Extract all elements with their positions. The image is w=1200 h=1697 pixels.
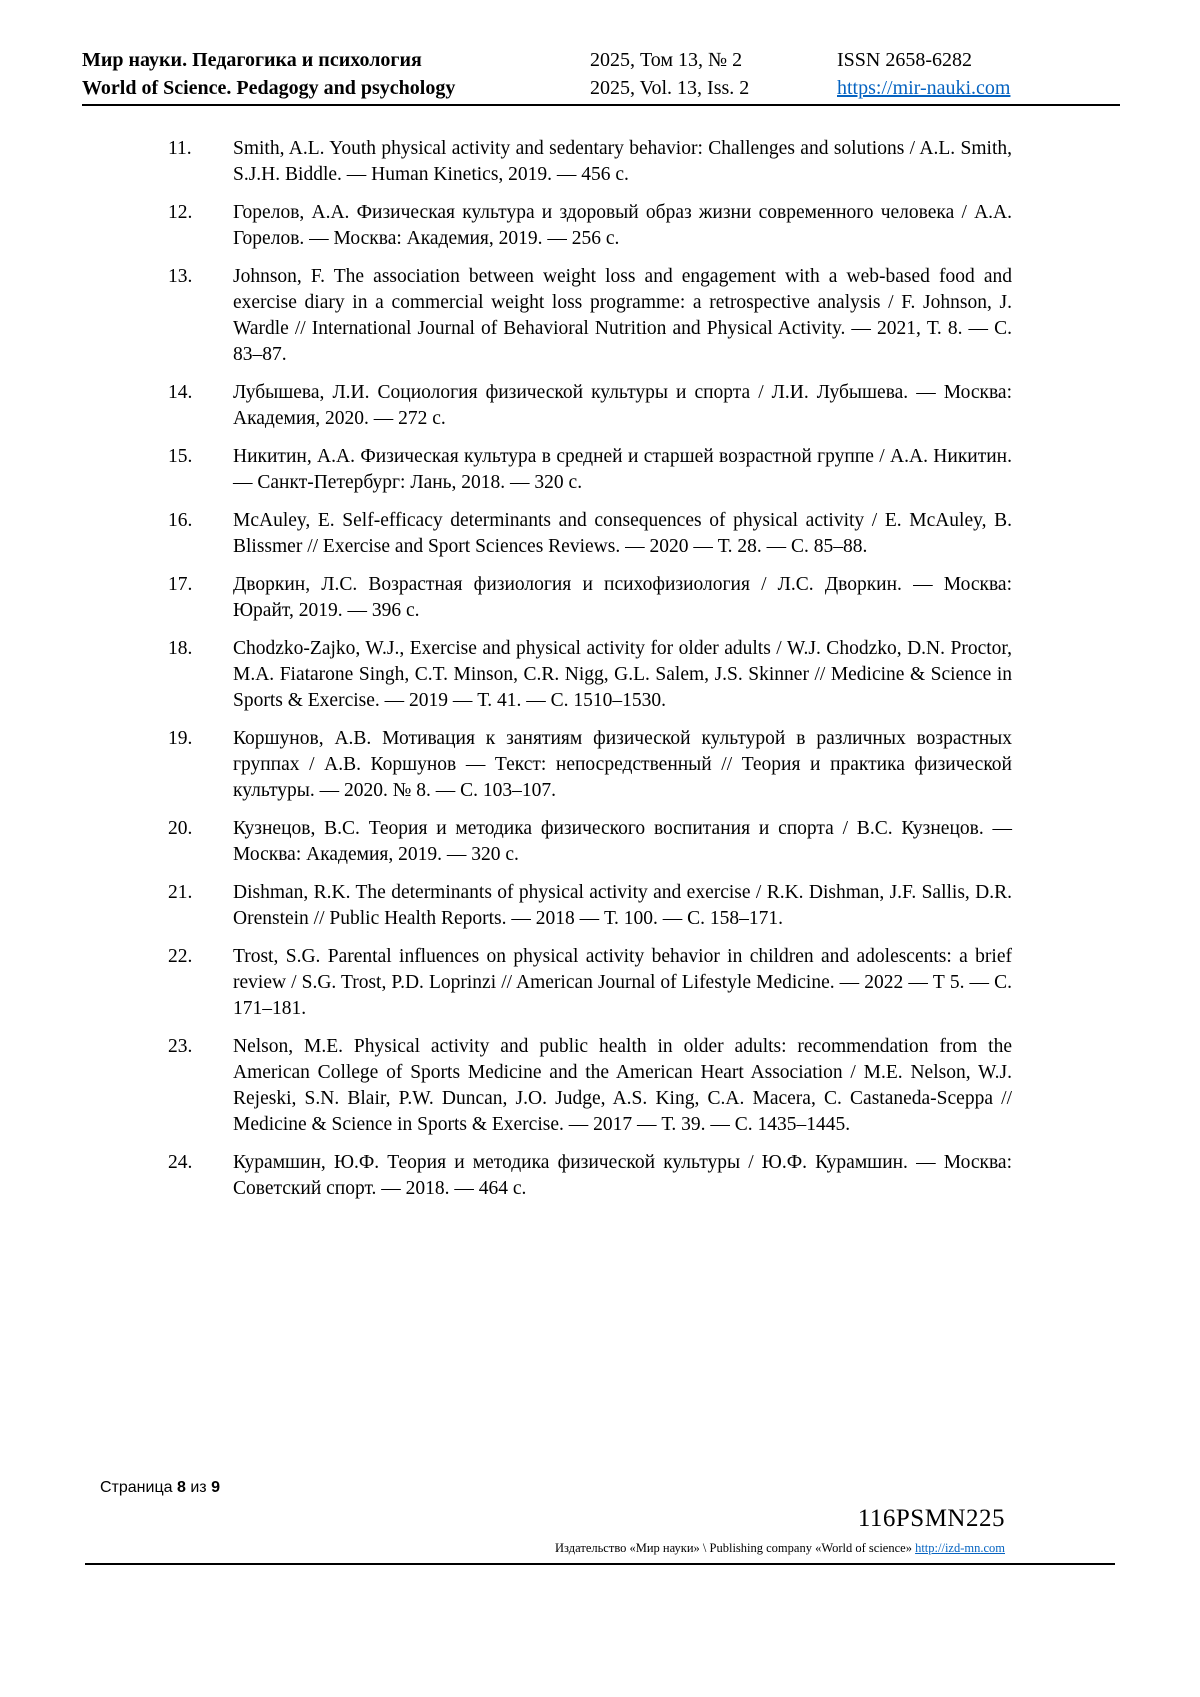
reference-text: Дворкин, Л.С. Возрастная физиология и психофизиология / Л.С. Дворкин. — Москва: Юрайт, 2019. — 396 с. [233,574,1012,621]
footer-divider [85,1563,1115,1565]
reference-item [80,944,1012,1022]
reference-item [80,880,1012,932]
page-counter-label: Страница [100,1479,173,1496]
reference-item [80,816,1012,868]
reference-number: 18. [168,638,193,659]
journal-title-en: World of Science. Pedagogy and psychology [82,77,456,99]
reference-number: 24. [168,1152,193,1173]
reference-number: 19. [168,728,193,749]
reference-text: Лубышева, Л.И. Социология физической культуры и спорта / Л.И. Лубышева. — Москва: Академия, 2020. — 272 с. [233,382,1012,429]
page-header [82,46,1120,102]
page-counter-separator: из [190,1479,207,1496]
reference-item [80,508,1012,560]
reference-text: Nelson, M.E. Physical activity and public health in older adults: recommendation from the American College of Sports Medicine and the American Heart Association / M.E. Nelson, W.J. Rejeski, S.N. Blair, P.W. Duncan, J.O. Judge, A.S. King, C.A. Macera, C. Castaneda-Sceppa // Medicine & Science in Sports & Exercise. — 2017 — Т. 39. — С. 1435–1445. [233,1036,1012,1135]
page-total: 9 [211,1479,220,1496]
issue-info-ru: 2025, Том 13, № 2 [590,49,743,71]
reference-item [80,444,1012,496]
reference-text: Коршунов, А.В. Мотивация к занятиям физической культурой в различных возрастных группах / А.В. Коршунов — Текст: непосредственный // Теория и практика физической культуры. — 2020. № 8. — С. 103–107. [233,728,1012,801]
publisher-site-link[interactable]: http://izd-mn.com [915,1541,1005,1555]
reference-number: 14. [168,382,193,403]
reference-item [80,200,1012,252]
reference-text: Chodzko-Zajko, W.J., Exercise and physical activity for older adults / W.J. Chodzko, D.N. Proctor, M.A. Fiatarone Singh, C.T. Minson, C.R. Nigg, G.L. Salem, J.S. Skinner // Medicine & Science in Sports & Exercise. — 2019 — Т. 41. — С. 1510–1530. [233,638,1012,711]
reference-text: Smith, A.L. Youth physical activity and sedentary behavior: Challenges and solutions / A.L. Smith, S.J.H. Biddle. — Human Kinetics, 2019. — 456 с. [233,138,1012,185]
reference-item [80,380,1012,432]
reference-number: 21. [168,882,193,903]
page-current: 8 [176,1479,186,1496]
reference-item [80,264,1012,368]
reference-number: 22. [168,946,193,967]
issn-block [837,46,1120,102]
reference-text: Johnson, F. The association between weight loss and engagement with a web-based food and exercise diary in a commercial weight loss programme: a retrospective analysis / F. Johnson, J. Wardle // International Journal of Behavioral Nutrition and Physical Activity. — 2021, Т. 8. — С. 83–87. [233,266,1012,365]
reference-text: Никитин, А.А. Физическая культура в средней и старшей возрастной группе / А.А. Никитин. — Санкт-Петербург: Лань, 2018. — 320 с. [233,446,1012,493]
publisher-line [555,1541,1005,1556]
reference-number: 15. [168,446,193,467]
reference-item [80,572,1012,624]
journal-title-ru: Мир науки. Педагогика и психология [82,49,422,71]
reference-number: 20. [168,818,193,839]
reference-item [80,726,1012,804]
publisher-text: Издательство «Мир науки» \ Publishing company «World of science» [555,1541,912,1555]
reference-number: 17. [168,574,193,595]
header-divider [82,104,1120,106]
reference-text: Курамшин, Ю.Ф. Теория и методика физической культуры / Ю.Ф. Курамшин. — Москва: Советский спорт. — 2018. — 464 с. [233,1152,1012,1199]
issue-info-block [590,46,837,102]
reference-text: Горелов, А.А. Физическая культура и здоровый образ жизни современного человека / А.А. Горелов. — Москва: Академия, 2019. — 256 с. [233,202,1012,249]
reference-item [80,136,1012,188]
references-list [80,136,1012,1214]
reference-text: McAuley, E. Self-efficacy determinants and consequences of physical activity / E. McAuley, B. Blissmer // Exercise and Sport Sciences Reviews. — 2020 — Т. 28. — С. 85–88. [233,510,1012,557]
page-counter [100,1479,220,1497]
journal-title-block [82,46,590,102]
issn-label: ISSN 2658-6282 [837,49,973,71]
reference-number: 11. [168,138,192,159]
journal-site-link[interactable]: https://mir-nauki.com [837,77,1011,99]
reference-number: 13. [168,266,193,287]
reference-item [80,636,1012,714]
reference-number: 23. [168,1036,193,1057]
reference-item [80,1034,1012,1138]
reference-text: Dishman, R.K. The determinants of physical activity and exercise / R.K. Dishman, J.F. Sallis, D.R. Orenstein // Public Health Reports. — 2018 — Т. 100. — С. 158–171. [233,882,1012,929]
reference-number: 16. [168,510,193,531]
document-code: 116PSMN225 [857,1505,1005,1532]
reference-text: Trost, S.G. Parental influences on physical activity behavior in children and adolescents: a brief review / S.G. Trost, P.D. Loprinzi // American Journal of Lifestyle Medicine. — 2022 — Т 5. — С. 171–181. [233,946,1012,1019]
reference-text: Кузнецов, В.С. Теория и методика физического воспитания и спорта / В.С. Кузнецов. — Москва: Академия, 2019. — 320 с. [233,818,1012,865]
issue-info-en: 2025, Vol. 13, Iss. 2 [590,77,750,99]
reference-number: 12. [168,202,193,223]
reference-item [80,1150,1012,1202]
